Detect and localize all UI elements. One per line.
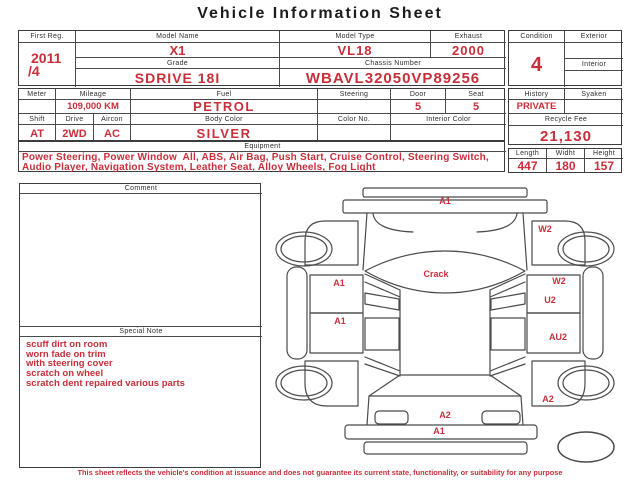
condition-value: 4: [509, 43, 565, 87]
hood-left-edge: [363, 213, 367, 270]
syaken-value: [565, 100, 623, 114]
fuel-value: PETROL: [131, 100, 318, 114]
right-rocker-panel: [583, 267, 603, 359]
damage-label: W2: [552, 276, 566, 286]
damage-label: A1: [439, 196, 451, 206]
shift-value: AT: [19, 125, 56, 142]
left-front-fender: [305, 221, 358, 265]
body-color-header: Body Color: [131, 114, 318, 125]
damage-label: A1: [334, 316, 346, 326]
condition-header: Condition: [509, 31, 565, 43]
comment-box: [19, 183, 261, 468]
front-left-rim: [281, 236, 327, 262]
length-value: 447: [509, 159, 547, 172]
model-name-value: X1: [76, 43, 280, 58]
exhaust-header: Exhaust: [431, 31, 506, 43]
syaken-header: Syaken: [565, 89, 623, 100]
interior-value: [565, 71, 623, 87]
rear-left-rim: [281, 370, 327, 396]
spec-table: [18, 88, 505, 141]
comment-area: [20, 194, 262, 326]
seat-header: Seat: [446, 89, 506, 100]
comment-header: Comment: [20, 184, 262, 194]
interior-color-value: [391, 125, 506, 142]
c-pillar-left: [365, 357, 400, 376]
fuel-header: Fuel: [131, 89, 318, 100]
grade-header: Grade: [76, 58, 280, 69]
body-color-value: SILVER: [131, 125, 318, 142]
shift-header: Shift: [19, 114, 56, 125]
model-type-header: Model Type: [280, 31, 431, 43]
meter-header: Meter: [19, 89, 56, 100]
drive-header: Drive: [56, 114, 94, 125]
drive-value: 2WD: [56, 125, 94, 142]
roof-edges: [400, 290, 490, 374]
special-note-line: scratch on wheel: [26, 368, 104, 380]
dimensions-panel: [508, 148, 622, 173]
damage-label: AU2: [548, 332, 568, 342]
first-reg-month: /4: [28, 63, 40, 79]
color-no-value: [318, 125, 391, 142]
rear-right-tire: [558, 366, 614, 400]
door-value: 5: [391, 100, 446, 114]
steering-value: [318, 100, 391, 114]
damage-label: W2: [538, 224, 552, 234]
rear-right-rim: [563, 370, 609, 396]
special-note-header: Special Note: [20, 326, 262, 337]
equipment-section: [18, 141, 505, 172]
mileage-header: Mileage: [56, 89, 131, 100]
chassis-number-value: WBAVL32050VP89256: [305, 69, 481, 87]
hood-right-edge: [523, 213, 527, 270]
front-right-tire: [558, 232, 614, 266]
right-tail-light: [482, 411, 520, 424]
special-note-line: with steering cover: [26, 358, 113, 370]
special-note-line: scratch dent repaired various parts: [26, 377, 185, 389]
door-header: Door: [391, 89, 446, 100]
front-right-wheel-arch: [477, 213, 517, 232]
chassis-number-header: Chassis Number: [280, 58, 506, 69]
special-note-list: [20, 337, 262, 389]
exterior-header: Exterior: [565, 31, 623, 43]
mileage-value: 109,000 KM: [56, 100, 131, 114]
height-header: Height: [585, 149, 623, 159]
damage-label: A2: [439, 410, 451, 420]
rear-bumper-strip: [364, 442, 527, 454]
damage-label: A2: [542, 394, 554, 404]
model-type-value: VL18: [280, 43, 431, 58]
history-panel: [508, 88, 622, 145]
front-left-wheel-arch: [373, 213, 413, 232]
first-reg-year: 2011: [31, 50, 62, 66]
meter-value: [19, 100, 56, 114]
recycle-fee-value: 21,130: [540, 127, 592, 145]
front-left-tire: [276, 232, 332, 266]
length-header: Length: [509, 149, 547, 159]
exhaust-value: 2000: [431, 43, 506, 58]
left-tail-light: [375, 411, 408, 424]
height-value: 157: [593, 159, 615, 172]
seat-value: 5: [446, 100, 506, 114]
history-header: History: [509, 89, 565, 100]
page-title: Vehicle Information Sheet: [197, 5, 443, 22]
interior-header: Interior: [565, 59, 623, 71]
exterior-value: [565, 43, 623, 59]
rear-left-tire: [276, 366, 332, 400]
first-reg-header: First Reg.: [19, 31, 76, 43]
c-pillar-right: [490, 357, 525, 376]
interior-color-header: Interior Color: [391, 114, 506, 125]
special-note-line: worn fade on trim: [26, 348, 106, 360]
recycle-fee-header: Recycle Fee: [509, 114, 623, 126]
equipment-header: Equipment: [19, 142, 506, 152]
equipment-list: Power Steering, Power Window All, ABS, Air Bag, Push Start, Cruise Control, Steering Switch, Audio Player, Navigation System, Leather Seat, Alloy Wheels, Fog Light: [22, 152, 492, 173]
model-name-header: Model Name: [76, 31, 280, 43]
condition-panel: [508, 30, 622, 86]
disclaimer: This sheet reflects the vehicle's condition at issuance and does not guarantee its current state, functionality, or suitability for any purpose: [77, 468, 563, 477]
rear-right-window: [491, 318, 525, 350]
first-reg-value: [19, 43, 76, 87]
damage-label: U2: [544, 295, 556, 305]
width-value: 180: [547, 159, 585, 172]
damage-label: A1: [333, 278, 345, 288]
car-damage-diagram: [255, 185, 630, 470]
rear-left-window: [365, 318, 399, 350]
spare-tire: [558, 432, 614, 462]
width-header: Widht: [547, 149, 585, 159]
top-table: [18, 30, 505, 86]
damage-label: A1: [433, 426, 445, 436]
color-no-header: Color No.: [318, 114, 391, 125]
grade-value: SDRIVE 18I: [76, 69, 280, 87]
front-right-rim: [563, 236, 609, 262]
history-value: PRIVATE: [509, 100, 565, 114]
damage-label: Crack: [423, 269, 449, 279]
aircon-value: AC: [94, 125, 131, 142]
rear-window: [369, 375, 521, 396]
left-rocker-panel: [287, 267, 307, 359]
front-right-window: [491, 293, 525, 310]
aircon-header: Aircon: [94, 114, 131, 125]
special-note-line: scuff dirt on room: [26, 339, 108, 350]
front-left-window: [365, 293, 399, 310]
steering-header: Steering: [318, 89, 391, 100]
